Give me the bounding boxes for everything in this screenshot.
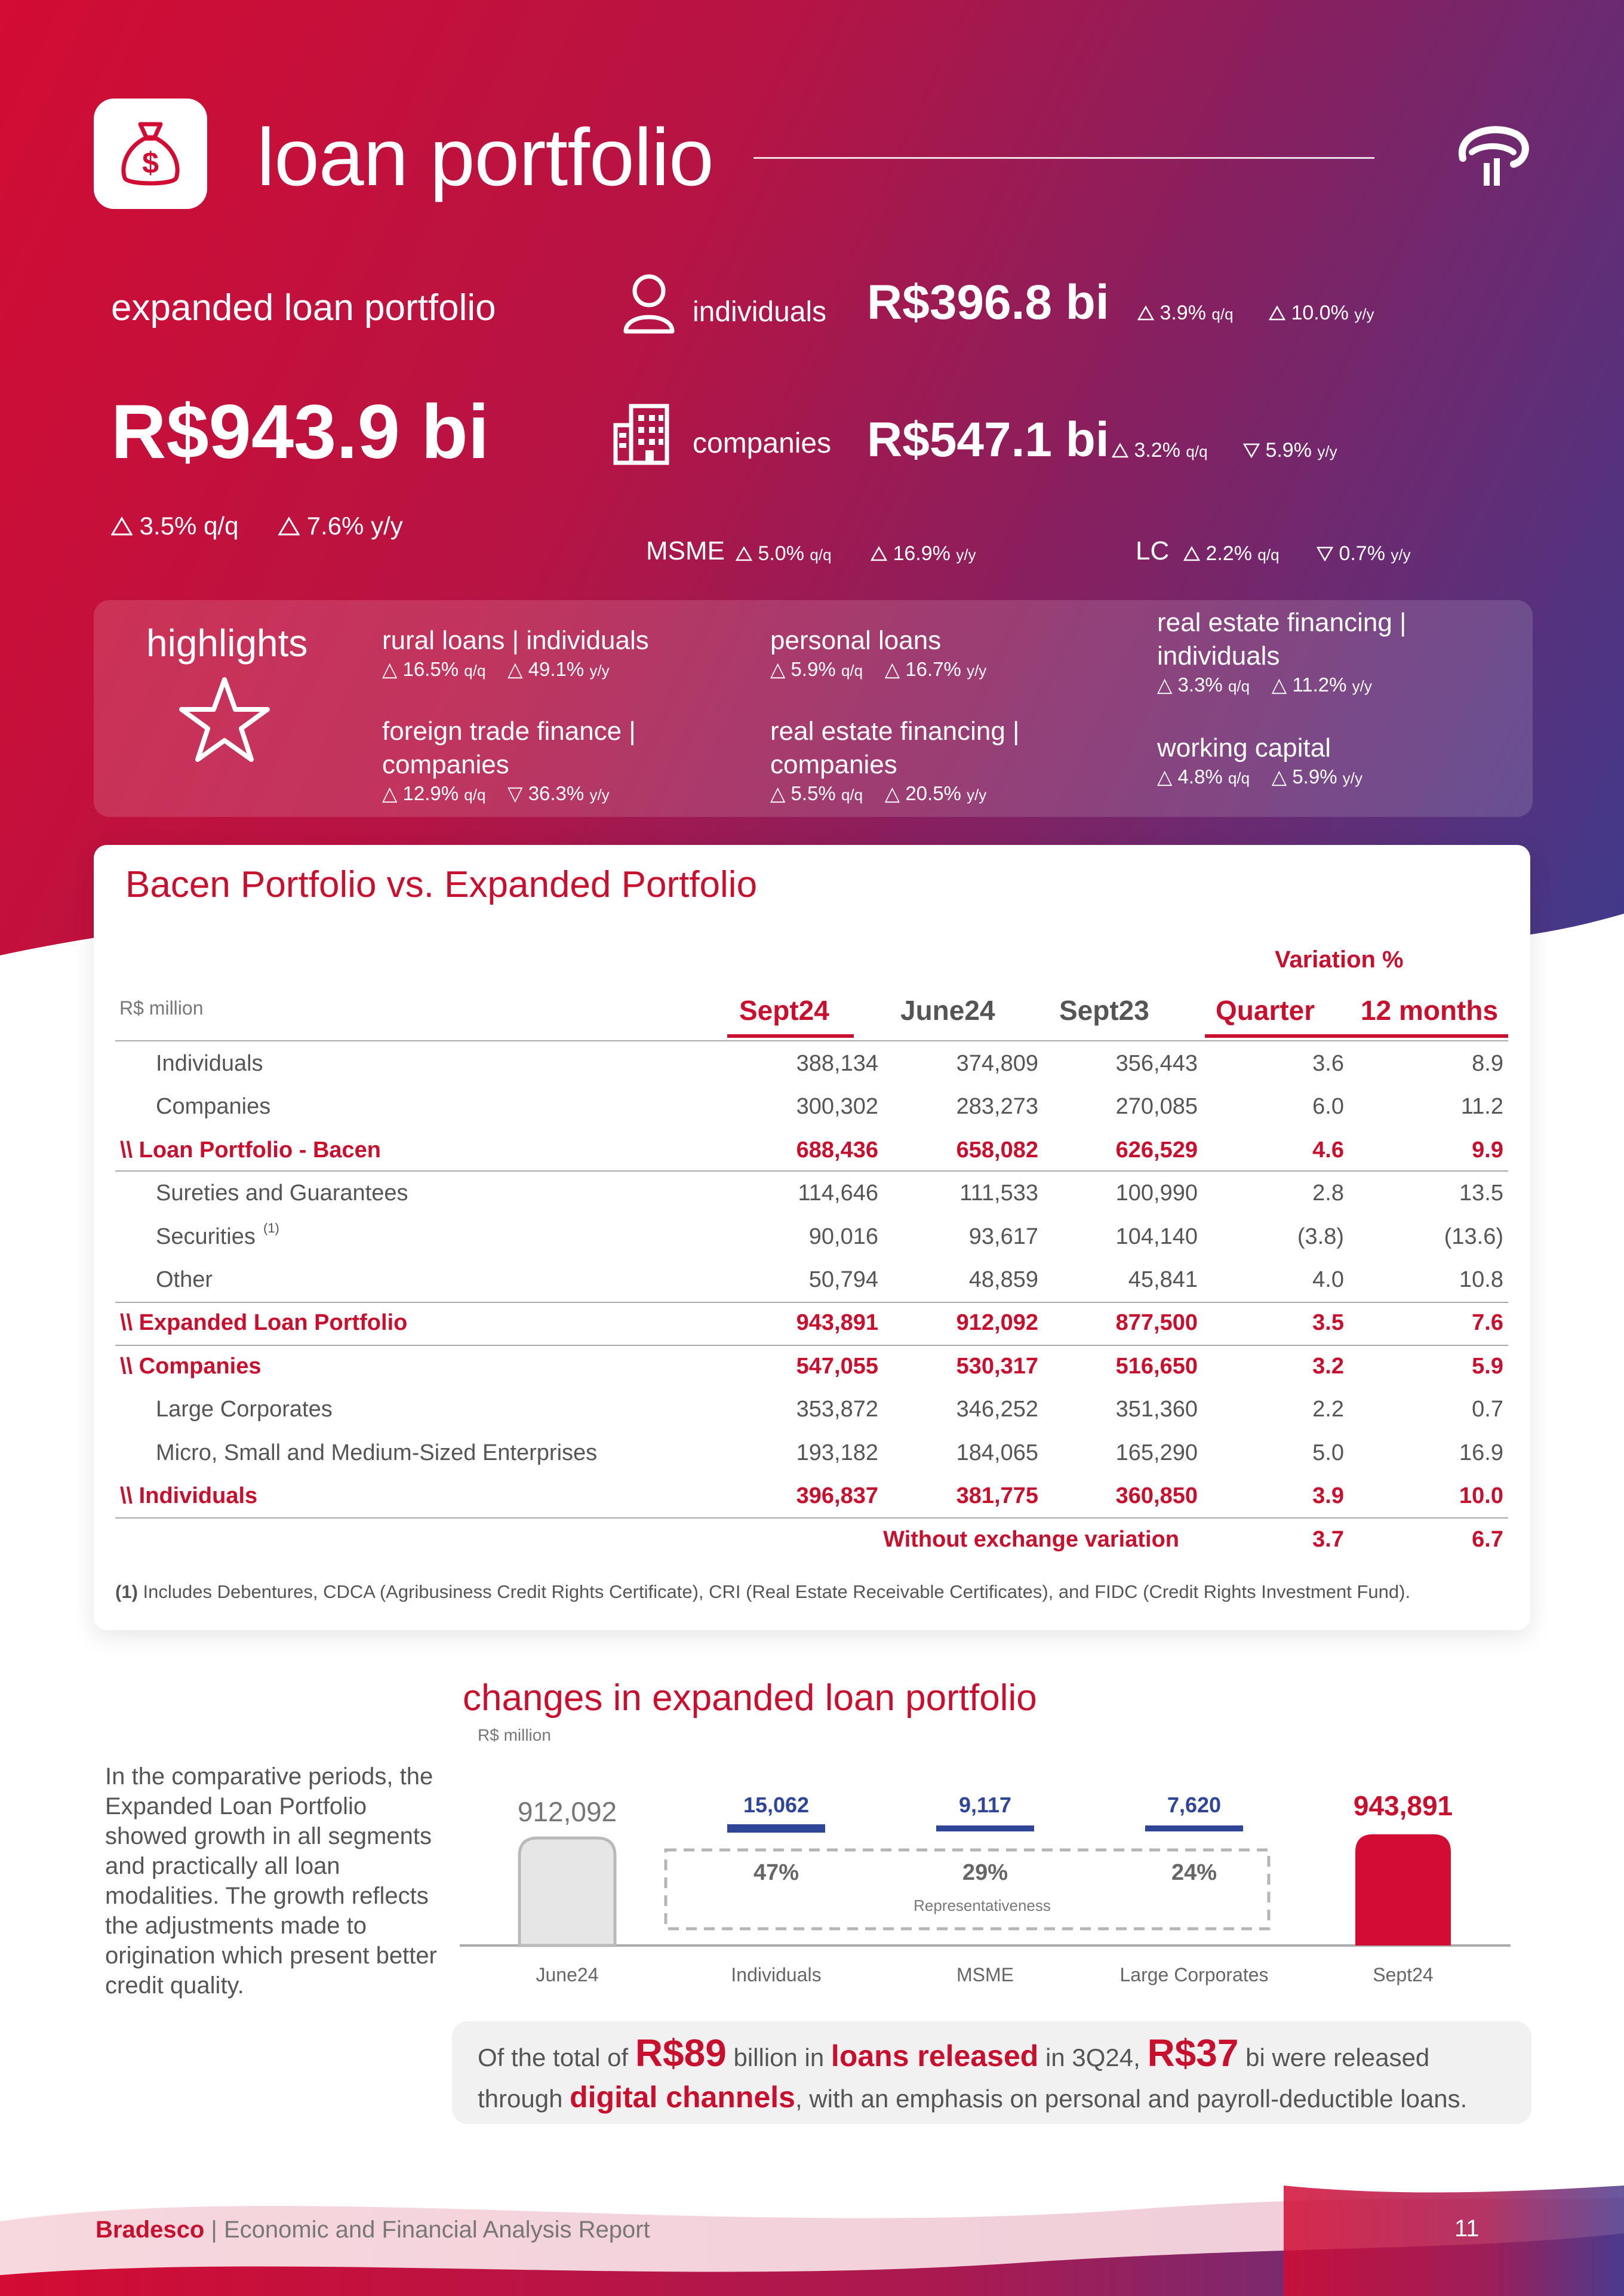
callout-value-digital: R$37 [1147,2031,1239,2074]
waterfall-chart [460,1768,1511,1994]
row-cell: 193,182 [796,1440,878,1465]
highlight-deltas: △ 3.3% q/q △ 11.2% y/y [1157,674,1372,696]
header-rule [115,1040,1508,1041]
row-cell: 381,775 [956,1483,1038,1508]
delta-up-icon [1269,305,1285,321]
highlights-title: highlights [146,622,308,665]
companies-q-value: 3.2% [1134,439,1180,462]
row-label: Securities [156,1224,256,1249]
highlight-q: 3.3% [1177,674,1223,696]
row-cell: 374,809 [956,1051,1038,1076]
delta-up-icon [1137,305,1154,321]
row-cell: 353,872 [796,1397,878,1422]
highlight-y: 36.3% [528,782,585,804]
row-superscript: (1) [263,1220,279,1235]
y-unit: y/y [1352,677,1372,695]
table-row [115,1388,1508,1431]
title-divider [753,157,1374,159]
highlight-item [770,624,1105,681]
q-unit: q/q [464,786,486,804]
delta-up-icon [278,517,300,536]
col-header-12months: 12 months [1361,995,1499,1026]
companies-y-value: 5.9% [1265,439,1312,462]
money-bag-icon-box [94,99,207,209]
row-label: \\ Loan Portfolio - Bacen [120,1137,382,1163]
representativeness-value: 47% [753,1860,799,1885]
bar-increment-large-corporates [1145,1825,1243,1831]
table-row [115,1432,1508,1475]
highlight-q: 12.9% [402,782,459,804]
row-label: \\ Expanded Loan Portfolio [120,1310,408,1336]
row-cell: 346,252 [956,1397,1038,1422]
callout-part: bi were released through [478,2043,1430,2113]
table-footnote [115,1581,1410,1603]
page-title: loan portfolio [257,112,713,202]
highlight-item [382,624,716,681]
value-label-increment: 15,062 [743,1793,810,1817]
delta-down-icon [1317,546,1333,561]
q-unit: q/q [1228,769,1250,787]
callout-part: billion in [726,2043,831,2071]
lc-y-delta [1317,542,1411,565]
footnote-text: Includes Debentures, CDCA (Agribusiness Credit Rights Certificate), CRI (Real Estate Receivable Certificates), and FIDC (Credit Rights Investment Fund). [143,1581,1411,1602]
sept24-underline [727,1034,854,1038]
row-cell: 5.9 [1472,1353,1503,1379]
row-cell: 184,065 [956,1440,1038,1465]
companies-q-delta [1112,439,1208,462]
highlight-title: real estate financing | companies [770,717,1020,779]
row-cell: 5.0 [1312,1440,1344,1465]
row-label: Large Corporates [156,1397,333,1422]
category-label: Individuals [731,1964,822,1985]
highlight-title: personal loans [770,626,942,655]
footer-text [96,2217,650,2243]
row-cell: 2.8 [1312,1181,1344,1206]
individuals-y-value: 10.0% [1291,302,1349,324]
building-icon [612,400,681,469]
row-cell: 3.5 [1312,1310,1344,1336]
highlight-item [770,715,1105,805]
value-label-june24: 912,092 [517,1796,617,1827]
row-cell: 396,837 [796,1483,878,1508]
delta-up-icon [871,546,887,561]
lc-q-value: 2.2% [1205,542,1252,565]
expanded-y-value: 7.6% y/y [306,512,403,540]
callout-loans-released: loans released [831,2039,1039,2073]
q-unit: q/q [841,662,863,680]
col-header-sept23: Sept23 [1059,995,1149,1026]
row-cell: 3.6 [1312,1051,1344,1076]
expanded-y-delta [278,512,403,540]
footnote-marker: (1) [115,1581,138,1602]
callout-digital-channels: digital channels [570,2080,795,2114]
delta-up-icon [736,546,752,561]
col-header-quarter: Quarter [1216,995,1315,1026]
y-unit: y/y [967,786,987,804]
row-cell: 283,273 [956,1094,1038,1120]
y-unit: y/y [1342,769,1362,787]
callout-part: in 3Q24, [1038,2043,1148,2071]
highlight-title: rural loans | individuals [382,626,649,655]
lc-label: LC [1136,536,1170,565]
variation-header: Variation % [1275,946,1404,973]
row-label: Sureties and Guarantees [156,1181,408,1206]
row-cell: 877,500 [1115,1310,1198,1336]
row-cell: 270,085 [1115,1094,1198,1120]
row-cell: 626,529 [1115,1137,1198,1163]
highlight-q: 16.5% [402,658,459,680]
table-row [115,1475,1508,1518]
without-fx-label: Without exchange variation [883,1527,1179,1552]
highlight-item [1157,731,1491,788]
without-fx-quarter: 3.7 [1312,1527,1344,1552]
star-icon [177,675,272,764]
table-row [115,1216,1508,1259]
row-rule [115,1345,1508,1346]
highlight-deltas: △ 12.9% q/q ▽ 36.3% y/y [382,782,610,804]
chart-side-text: In the comparative periods, the Expanded Loan Portfolio showed growth in all segments and practically all loan modalities. The growth reflects the adjustments made to origination which present better credit quality. [105,1763,437,1999]
table-row [115,1259,1508,1302]
highlight-y: 16.7% [905,658,961,680]
table-row-without-fx [115,1519,1508,1562]
table-row [115,1086,1508,1129]
value-label-increment: 9,117 [958,1793,1012,1817]
msme-y-unit: y/y [956,546,976,564]
callout-value-total: R$89 [635,2031,727,2074]
without-fx-12months: 6.7 [1472,1527,1503,1552]
row-cell: 90,016 [808,1224,878,1249]
row-cell: 516,650 [1115,1353,1198,1379]
msme-y-value: 16.9% [893,542,951,565]
row-rule [115,1170,1508,1172]
category-label: Sept24 [1373,1964,1434,1985]
category-label: Large Corporates [1119,1964,1269,1985]
lc-y-value: 0.7% [1339,542,1385,565]
representativeness-value: 29% [962,1860,1008,1885]
row-cell: 93,617 [968,1224,1038,1249]
row-cell: 4.6 [1312,1137,1344,1163]
row-cell: 912,092 [956,1310,1038,1336]
bar-june24 [519,1838,615,1945]
expanded-q-value: 3.5% q/q [139,512,239,540]
q-unit: q/q [841,786,863,804]
row-cell: 48,859 [968,1267,1038,1292]
callout-part: , with an emphasis on personal and payroll-deductible loans. [795,2085,1468,2113]
footer-brand: Bradesco [96,2217,205,2243]
individuals-y-unit: y/y [1354,305,1374,323]
bar-sept24 [1355,1834,1451,1945]
category-label: June24 [536,1964,599,1985]
msme-y-delta [871,542,976,565]
row-cell: 356,443 [1115,1051,1198,1076]
chart-title: changes in expanded loan portfolio [463,1677,1037,1719]
page-number: 11 [1454,2215,1480,2242]
highlight-q: 5.9% [791,658,836,680]
companies-label: companies [693,428,832,459]
row-cell: 6.0 [1312,1094,1344,1120]
msme-q-unit: q/q [810,546,832,564]
row-cell: 3.2 [1312,1353,1344,1379]
delta-up-icon [1112,442,1128,458]
highlight-item [1157,606,1491,696]
highlight-title: real estate financing | individuals [1157,608,1407,671]
row-rule [115,1302,1508,1303]
msme-label: MSME [646,536,725,565]
row-label: Other [156,1267,213,1292]
expanded-q-delta [111,512,238,540]
highlight-y: 20.5% [905,782,961,804]
delta-up-icon [1183,546,1200,561]
y-unit: y/y [589,662,610,680]
money-bag-icon [118,118,183,190]
q-unit: q/q [1228,677,1250,695]
highlight-title: foreign trade finance | companies [382,717,636,779]
msme-q-value: 5.0% [758,542,804,565]
lc-q-unit: q/q [1257,546,1279,564]
row-cell: 10.8 [1459,1267,1503,1292]
highlight-y: 5.9% [1292,766,1337,788]
highlight-deltas: △ 16.5% q/q △ 49.1% y/y [382,658,610,680]
row-cell: 300,302 [796,1094,878,1120]
table-row [115,1043,1508,1086]
expanded-portfolio-value: R$943.9 bi [111,389,490,475]
companies-y-delta [1243,439,1337,462]
category-label: MSME [956,1964,1014,1985]
representativeness-value: 24% [1171,1860,1217,1885]
highlight-title: working capital [1157,733,1331,763]
q-unit: q/q [464,662,486,680]
row-cell: 100,990 [1115,1181,1198,1206]
row-cell: 388,134 [796,1051,878,1076]
row-cell: 10.0 [1459,1483,1503,1508]
callout-part: Of the total of [478,2043,635,2071]
row-cell: 13.5 [1459,1181,1503,1206]
bar-increment-msme [936,1825,1034,1831]
highlight-q: 4.8% [1177,766,1223,788]
col-header-june24: June24 [900,995,995,1026]
row-cell: 7.6 [1472,1310,1503,1336]
highlight-y: 49.1% [528,658,585,680]
row-label: Companies [156,1094,271,1120]
row-label: \\ Individuals [120,1483,258,1508]
value-label-sept24: 943,891 [1353,1790,1453,1821]
delta-up-icon [111,517,133,536]
row-cell: 104,140 [1115,1224,1198,1249]
row-cell: 3.9 [1312,1483,1344,1508]
row-cell: 547,055 [796,1353,878,1379]
highlight-deltas: △ 5.5% q/q △ 20.5% y/y [770,782,987,804]
row-cell: 114,646 [798,1181,878,1206]
row-label: Micro, Small and Medium-Sized Enterprises [156,1440,598,1465]
lc-y-unit: y/y [1391,546,1411,564]
row-cell: 530,317 [956,1353,1038,1379]
table-row [115,1172,1508,1215]
person-icon [621,272,678,337]
companies-value: R$547.1 bi [867,413,1109,467]
table-title: Bacen Portfolio vs. Expanded Portfolio [125,864,758,905]
bradesco-logo-icon [1451,116,1534,191]
individuals-y-delta [1269,302,1374,325]
row-cell: 45,841 [1128,1267,1198,1292]
y-unit: y/y [967,662,987,680]
lc-q-delta [1183,542,1279,565]
individuals-q-delta [1137,302,1234,325]
row-cell: 11.2 [1460,1094,1503,1120]
table-unit: R$ million [119,997,204,1019]
col-header-sept24: Sept24 [739,995,829,1026]
row-cell: 658,082 [956,1137,1038,1163]
row-cell: 2.2 [1312,1397,1344,1422]
delta-down-icon [1243,442,1260,458]
row-cell: 16.9 [1459,1440,1503,1465]
row-label: Individuals [156,1051,263,1076]
expanded-portfolio-label: expanded loan portfolio [111,287,496,328]
table-row [115,1302,1508,1345]
individuals-q-value: 3.9% [1159,302,1206,324]
highlight-item [382,715,716,805]
highlight-y: 11.2% [1292,674,1347,696]
row-cell: 111,533 [959,1181,1038,1206]
row-cell: (3.8) [1297,1224,1344,1249]
chart-unit: R$ million [478,1726,551,1744]
bar-increment-individuals [727,1824,825,1833]
y-unit: y/y [589,786,610,804]
row-cell: 0.7 [1472,1397,1503,1422]
row-cell: 50,794 [808,1267,878,1292]
value-label-increment: 7,620 [1167,1793,1222,1817]
footer-separator: | [204,2217,224,2243]
msme-q-delta [736,542,832,565]
row-cell: 165,290 [1115,1440,1198,1465]
variation-underline [1205,1034,1508,1038]
table-row [115,1129,1508,1172]
svg-text:$: $ [142,146,159,180]
representativeness-label: Representativeness [914,1897,1051,1914]
individuals-label: individuals [693,296,827,328]
row-cell: 943,891 [796,1310,878,1336]
table-row [115,1345,1508,1388]
individuals-value: R$396.8 bi [867,275,1109,330]
row-cell: 9.9 [1472,1137,1503,1163]
highlight-q: 5.5% [791,782,836,804]
companies-q-unit: q/q [1186,442,1208,460]
individuals-q-unit: q/q [1211,305,1234,323]
row-cell: 4.0 [1312,1267,1344,1292]
row-cell: 8.9 [1472,1051,1503,1076]
row-cell: 351,360 [1115,1397,1198,1422]
highlight-deltas: △ 5.9% q/q △ 16.7% y/y [770,658,987,680]
footer-report-name: Economic and Financial Analysis Report [223,2217,650,2243]
row-cell: (13.6) [1444,1224,1503,1249]
callout-text [478,2033,1517,2119]
row-label: \\ Companies [120,1353,262,1379]
row-cell: 360,850 [1115,1483,1198,1508]
companies-y-unit: y/y [1317,442,1337,460]
row-cell: 688,436 [796,1137,878,1163]
highlight-deltas: △ 4.8% q/q △ 5.9% y/y [1157,766,1362,788]
